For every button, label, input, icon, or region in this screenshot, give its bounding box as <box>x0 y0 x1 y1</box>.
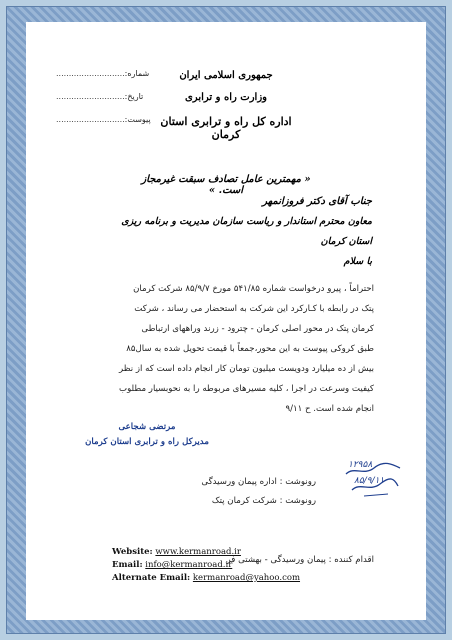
date-field <box>56 92 143 101</box>
website-link[interactable]: www.kermanroad.ir <box>155 547 241 557</box>
greeting: با سلام <box>343 256 372 267</box>
cc-line: رونوشت : شرکت کرمان پتک <box>211 496 316 506</box>
action-taker: اقدام کننده : پیمان ورسیدگی - بهشتی فر <box>226 555 374 565</box>
letter-page <box>26 22 426 620</box>
date-dots: ........................... <box>56 92 125 101</box>
handwritten-number: ۱۲۹۵۸ <box>348 460 373 470</box>
signatory-title: مدیرکل راه و ترابری استان کرمان <box>85 437 209 447</box>
alt-email-link[interactable]: kermanroad@yahoo.com <box>192 573 301 583</box>
email-label: Email: <box>112 560 143 570</box>
body-line: پتک در رابطه با کـارکرد این شرکت به استحضار می رساند ، شرکت <box>134 304 374 314</box>
department-heading: اداره کل راه و ترابری استان کرمان <box>160 115 292 141</box>
attachment-field <box>56 115 151 124</box>
body-line: کرمان پتک در محور اصلی کرمان - چترود - زرند وراههای ارتباطی <box>141 324 374 334</box>
handwritten-registration <box>344 460 402 500</box>
number-dots: ........................... <box>56 69 125 78</box>
website-label: Website: <box>112 547 153 557</box>
body-line: طبق کروکی پیوست به این محور،جمعاً با قیمت تحویل شده به سال۸۵ <box>126 344 374 354</box>
cc-line: رونوشت : اداره پیمان ورسیدگی <box>201 477 316 487</box>
date-label: تاریخ: <box>124 92 144 101</box>
alt-email-label: Alternate Email: <box>112 573 191 583</box>
attachment-dots: ........................... <box>56 115 125 124</box>
recipient-province: استان کرمان <box>320 236 372 247</box>
republic-heading: جمهوری اسلامی ایران <box>179 70 273 81</box>
signatory-name: مرتضی شجاعی <box>118 422 176 432</box>
contact-alt-email <box>112 573 300 583</box>
body-line: احتراماً ، پیرو درخواست شماره ۵۴۱/۸۵ مورخ ۸۵/۹/۷ شرکت کرمان <box>133 284 374 294</box>
body-line: انجام شده است. ح ۹/۱۱ <box>285 404 374 414</box>
body-line: بیش از ده میلیارد ودویست میلیون تومان کار انجام داده است که از نظر <box>118 364 374 374</box>
contact-website <box>112 547 241 557</box>
recipient-name: جناب آقای دکتر فروزانمهر <box>262 196 372 207</box>
safety-motto: « مهمترین عامل تصادف سبقت غیرمجاز است. » <box>141 174 311 196</box>
recipient-title: معاون محترم استاندار و ریاست سازمان مدیریت و برنامه ریزی <box>121 216 372 227</box>
email-link[interactable]: info@kermanroad.ir <box>145 560 233 570</box>
attachment-label: پیوست: <box>124 115 151 124</box>
ministry-heading: وزارت راه و ترابری <box>184 92 267 103</box>
body-line: کیفیت وسرعت در اجرا ، کلیه مسیرهای مربوطه را به نحوبسیار مطلوب <box>119 384 374 394</box>
contact-email <box>112 560 232 570</box>
number-label: شماره: <box>124 69 150 78</box>
number-field <box>56 69 149 78</box>
handwritten-date: ۸۵/۹/۱۱ <box>354 476 385 486</box>
